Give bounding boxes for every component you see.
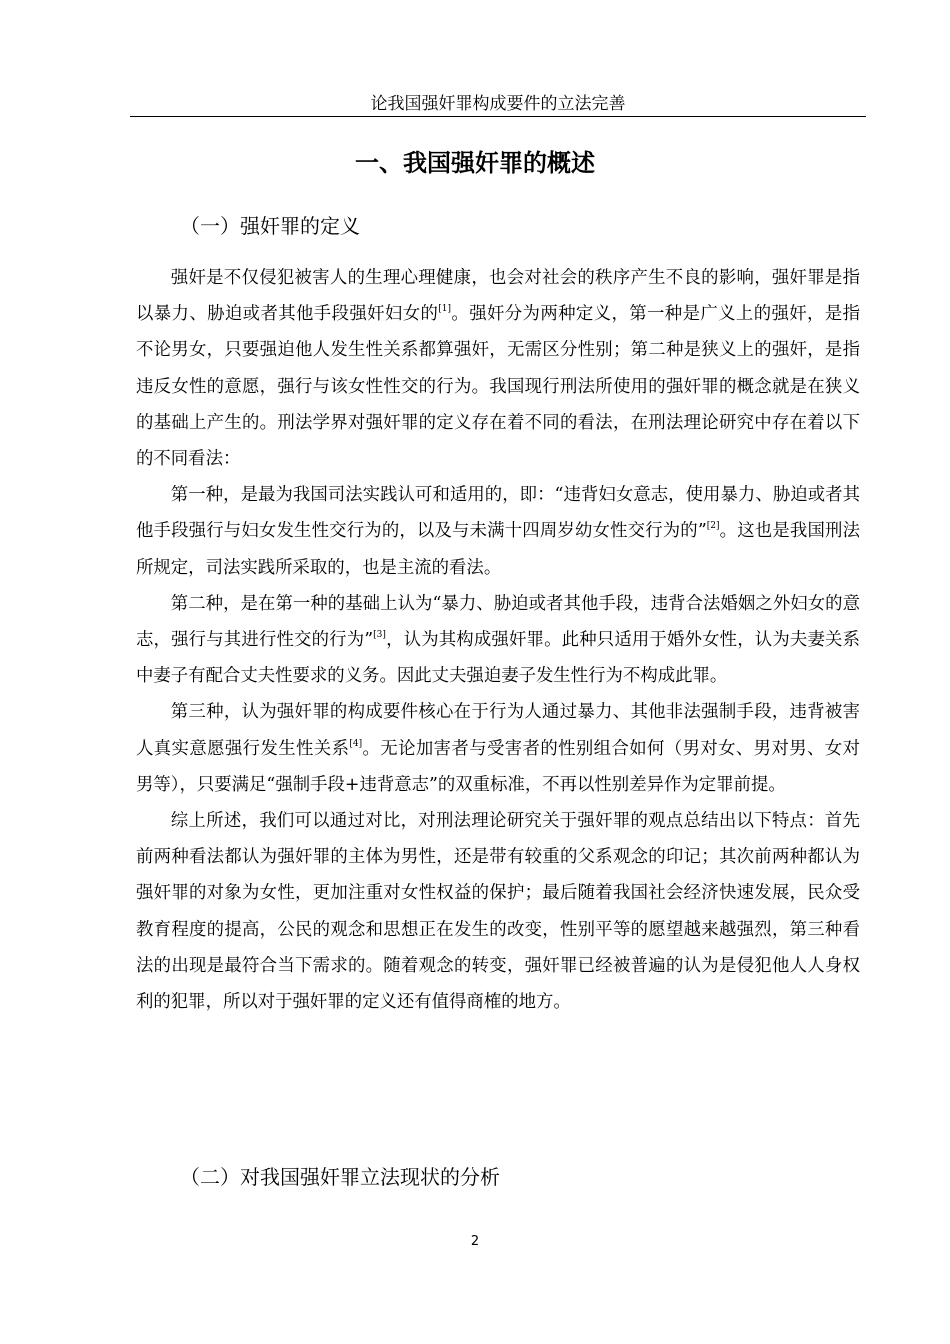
header-rule bbox=[130, 116, 866, 117]
running-header: 论我国强奸罪构成要件的立法完善 bbox=[370, 94, 626, 114]
section-heading-definition: （一）强奸罪的定义 bbox=[180, 214, 360, 238]
citation-ref: [2] bbox=[706, 521, 720, 532]
page-number: 2 bbox=[470, 1234, 480, 1249]
body-text bbox=[136, 260, 860, 1020]
paragraph-third-view: 第三种，认为强奸罪的构成要件核心在于行为人通过暴力、其他非法强制手段，违背被害人真实意愿强行发生性关系[4]。无论加害者与受害者的性别组合如何（男对女、男对男、女对男等），只要满足“强制手段+违背意志”的双重标准，不再以性别差异作为定罪前提。 bbox=[136, 702, 860, 795]
section-heading-analysis: （二）对我国强奸罪立法现状的分析 bbox=[180, 1165, 500, 1189]
paragraph-first-view: 第一种，是最为我国司法实践认可和适用的，即：“违背妇女意志，使用暴力、胁迫或者其他手段强行与妇女发生性交行为的，以及与未满十四周岁幼女性交行为的”[2]。这也是我国刑法所规定，司法实践所采取的，也是主流的看法。 bbox=[136, 485, 860, 578]
citation-ref: [4] bbox=[349, 738, 363, 749]
citation-ref: [1] bbox=[438, 304, 452, 315]
citation-ref: [3] bbox=[373, 630, 386, 641]
paragraph-summary: 综上所述，我们可以通过对比，对刑法理论研究关于强奸罪的观点总结出以下特点：首先前两种看法都认为强奸罪的主体为男性，还是带有较重的父系观念的印记；其次前两种都认为强奸罪的对象为女性，更加注重对女性权益的保护；最后随着我国社会经济快速发展，民众受教育程度的提高，公民的观念和思想正在发生的改变，性别平等的愿望越来越强烈，第三种看法的出现是最符合当下需求的。随着观念的转变，强奸罪已经被普遍的认为是侵犯他人人身权利的犯罪，所以对于强奸罪的定义还有值得商榷的地方。 bbox=[136, 811, 860, 1013]
chapter-title: 一、我国强奸罪的概述 bbox=[355, 149, 595, 177]
paragraph-definition: 强奸是不仅侵犯被害人的生理心理健康，也会对社会的秩序产生不良的影响，强奸罪是指以暴力、胁迫或者其他手段强奸妇女的[1]。强奸分为两种定义，第一种是广义上的强奸，是指不论男女，只要强迫他人发生性关系都算强奸，无需区分性别；第二种是狭义上的强奸，是指违反女性的意愿，强行与该女性性交的行为。我国现行刑法所使用的强奸罪的概念就是在狭义的基础上产生的。刑法学界对强奸罪的定义存在着不同的看法，在刑法理论研究中存在着以下的不同看法： bbox=[136, 268, 860, 470]
paragraph-second-view: 第二种，是在第一种的基础上认为“暴力、胁迫或者其他手段，违背合法婚姻之外妇女的意志，强行与其进行性交的行为”[3]，认为其构成强奸罪。此种只适用于婚外女性，认为夫妻关系中妻子有配合丈夫性要求的义务。因此丈夫强迫妻子发生性行为不构成此罪。 bbox=[136, 593, 860, 687]
